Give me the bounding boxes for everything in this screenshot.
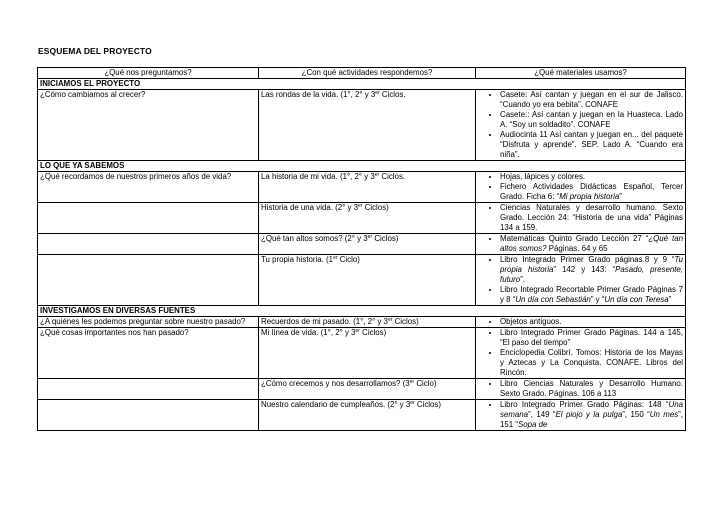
question-cell: ¿A quiénes les podemos preguntar sobre nuestro pasado? [38,317,259,328]
materials-cell [476,379,686,400]
question-cell [38,234,259,255]
materials-list [478,203,683,233]
page-title: ESQUEMA DEL PROYECTO [38,46,152,56]
header-materials: ¿Qué materiales usamos? [476,68,686,79]
activity-cell: Nuestro calendario de cumpleaños. (2° y 3er Ciclos) [259,400,476,431]
list-item: • Libro Integrado Primer Grado Páginas: 148 “Una semana”, 149 “El piojo y la pulga”, 150 “Un mes”, 151 “Sopa de [500,400,683,430]
section-label: INVESTIGAMOS EN DIVERSAS FUENTES [38,306,686,317]
table-row [38,255,686,306]
materials-list [478,172,683,202]
project-table [37,67,686,431]
activity-cell: ¿Qué tan altos somos? (2° y 3er Ciclos) [259,234,476,255]
list-item: • Casete: Así cantan y juegan en el sur de Jalisco. “Cuando yo era bebita”. CONAFE [500,90,683,110]
question-cell: ¿Qué recordamos de nuestros primeros años de vida? [38,172,259,203]
question-cell [38,255,259,306]
activity-cell: La historia de mi vida. (1°, 2° y 3er Ciclos. [259,172,476,203]
materials-cell [476,400,686,431]
materials-list [478,400,683,430]
activity-cell: ¿Cómo crecemos y nos desarrollamos? (3er Ciclo) [259,379,476,400]
question-cell: ¿Cómo cambiamos al crecer? [38,90,259,161]
section-label: LO QUE YA SABEMOS [38,161,686,172]
activity-cell: Recuerdos de mi pasado. (1°, 2° y 3er Ciclos) [259,317,476,328]
materials-cell [476,328,686,379]
list-item: • Libro Ciencias Naturales y Desarrollo Humano. Sexto Grado. Páginas. 106 a 113 [500,379,683,399]
list-item: • Audiocinta 11 Así cantan y juegan en... del paquete “Disfruta y aprende”. SEP. Lado A. “Cuando era niña”. [500,130,683,160]
activity-cell: Las rondas de la vida. (1°, 2° y 3er Ciclos. [259,90,476,161]
materials-cell [476,203,686,234]
table-row [38,172,686,203]
materials-list [478,255,683,305]
list-item: • Enciclopedia Colibrí. Tomos: Historia de los Mayas y Aztecas y La Conquista. CONAFE. Libros del Rincón. [500,348,683,378]
list-item: • Fichero Actividades Didácticas Español, Tercer Grado. Ficha 6: “Mi propia historia” [500,182,683,202]
question-cell [38,379,259,400]
list-item: • Objetos antiguos. [500,317,683,327]
table-row [38,317,686,328]
materials-cell [476,90,686,161]
materials-list [478,379,683,399]
list-item: • Matemáticas Quinto Grado Lección 27 “¿Qué tan altos somos? Páginas. 64 y 65 [500,234,683,254]
list-item: • Libro Integrado Primer Grado Páginas. 144 a 145, “El paso del tiempo” [500,328,683,348]
materials-list [478,90,683,160]
materials-cell [476,234,686,255]
question-cell: ¿Qué cosas importantes nos han pasado? [38,328,259,379]
table-row [38,400,686,431]
activity-cell: Mi línea de vida. (1°, 2° y 3er Ciclos) [259,328,476,379]
materials-cell [476,255,686,306]
section-row [38,161,686,172]
table-row [38,203,686,234]
question-cell [38,203,259,234]
list-item: • Ciencias Naturales y desarrollo humano. Sexto Grado. Lección 24: “Historia de una vida” Páginas 134 a 159. [500,203,683,233]
table-header-row [38,68,686,79]
header-questions: ¿Qué nos preguntamos? [38,68,259,79]
materials-list [478,328,683,378]
table-row [38,328,686,379]
list-item: • Libro Integrado Recortable Primer Grado Páginas 7 y 8 “Un día con Sebastián” y “Un día con Teresa” [500,285,683,305]
list-item: • Hojas, lápices y colores. [500,172,683,182]
list-item: • Libro Integrado Primer Grado páginas.8 y 9 “Tu propia historia” 142 y 143: “Pasado, presente, futuro”. [500,255,683,285]
activity-cell: Tu propia historia. (1er Ciclo) [259,255,476,306]
header-activities: ¿Con qué actividades respondemos? [259,68,476,79]
question-cell [38,400,259,431]
table-row [38,90,686,161]
section-row [38,306,686,317]
section-label: INICIAMOS EL PROYECTO [38,79,686,90]
materials-cell [476,317,686,328]
materials-cell [476,172,686,203]
materials-list [478,234,683,254]
table-row [38,234,686,255]
list-item: • Casete:: Así cantan y juegan en la Huasteca. Lado A. “Soy un soldadito”. CONAFE [500,110,683,130]
materials-list [478,317,683,327]
section-row [38,79,686,90]
table-row [38,379,686,400]
activity-cell: Historia de una vida. (2° y 3er Ciclos) [259,203,476,234]
